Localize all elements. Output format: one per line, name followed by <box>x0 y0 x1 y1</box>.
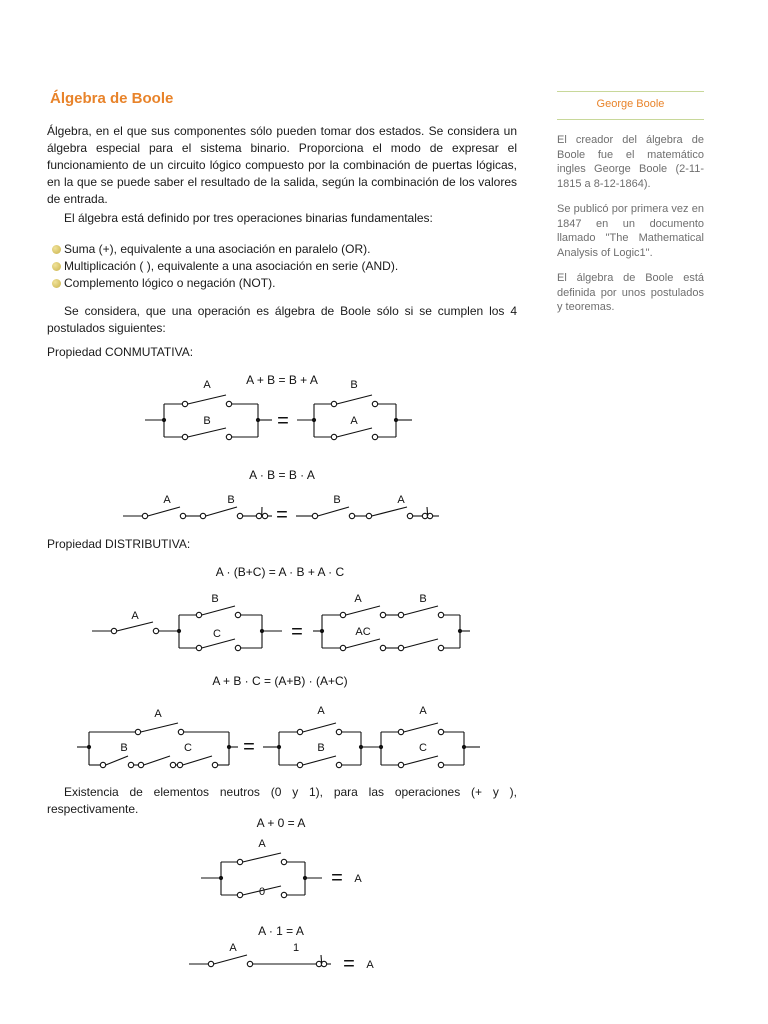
switch-terminal <box>407 513 412 518</box>
sidebar-paragraph-2: Se publicó por primera vez en 1847 en un documento llamado "The Mathematical Analysis of Logic1". <box>557 203 704 259</box>
switch-blade <box>427 507 428 516</box>
equation-distributive-2: A + B · C = (A+B) · (A+C) <box>212 674 348 688</box>
switch-terminal <box>100 762 105 767</box>
switch-terminal <box>111 628 116 633</box>
switch-terminal <box>297 762 302 767</box>
equals-sign: = <box>331 867 343 889</box>
switch-terminal <box>398 612 403 617</box>
switch-label: A <box>258 838 266 850</box>
switch-terminal <box>438 612 443 617</box>
switch-label: B <box>203 415 211 427</box>
switch-terminal <box>340 645 345 650</box>
switch-terminal <box>427 513 432 518</box>
switch-label: AC <box>355 626 371 638</box>
equals-sign: = <box>277 410 289 432</box>
switch-label: A <box>350 415 358 427</box>
list-item: Suma (+), equivalente a una asociación en paralelo (OR). <box>52 241 398 258</box>
switch-blade <box>117 622 153 631</box>
switch-blade <box>144 756 170 765</box>
switch-terminal <box>380 612 385 617</box>
switch-label: B <box>227 494 235 506</box>
switch-terminal <box>398 729 403 734</box>
switch-terminal <box>235 645 240 650</box>
operations-intro: El álgebra está definido por tres operaciones binarias fundamentales: <box>64 211 433 225</box>
switch-terminal <box>128 762 133 767</box>
switch-terminal <box>196 612 201 617</box>
switch-blade <box>303 756 336 765</box>
switch-blade <box>214 955 247 964</box>
equation-distributive-1: A · (B+C) = A · B + A · C <box>215 565 345 579</box>
switch-terminal <box>438 762 443 767</box>
switch-terminal <box>208 961 213 966</box>
switch-label: A <box>354 873 362 885</box>
switch-terminal <box>281 859 286 864</box>
page-title: Álgebra de Boole <box>50 90 174 107</box>
switch-label: A <box>354 593 362 605</box>
switch-label: A <box>397 494 405 506</box>
switch-label: A <box>366 959 374 971</box>
sidebar-top-rule <box>557 91 704 92</box>
switch-terminal <box>256 513 261 518</box>
switch-label: A <box>131 610 139 622</box>
switch-terminal <box>336 729 341 734</box>
switch-blade <box>202 639 235 648</box>
switch-terminal <box>349 513 354 518</box>
switch-terminal <box>153 628 158 633</box>
switch-terminal <box>336 762 341 767</box>
switch-label: B <box>333 494 341 506</box>
switch-label: A <box>203 379 211 391</box>
equals-sign: = <box>243 736 255 758</box>
switch-label: B <box>350 379 358 391</box>
switch-blade <box>337 395 372 404</box>
switch-terminal <box>312 513 317 518</box>
switch-terminal <box>372 434 377 439</box>
switch-terminal <box>380 645 385 650</box>
equals-sign: = <box>276 504 288 526</box>
switch-blade <box>243 853 281 862</box>
circuit-labels <box>120 373 427 975</box>
sidebar-heading: George Boole <box>596 98 665 110</box>
switch-terminal <box>438 729 443 734</box>
switch-blade <box>188 428 226 437</box>
switch-blade <box>372 507 407 516</box>
switch-terminal <box>340 612 345 617</box>
switch-terminal <box>182 401 187 406</box>
switch-terminal <box>331 434 336 439</box>
equation-neutral-sum: A + 0 = A <box>256 816 306 830</box>
switch-blade <box>303 723 336 732</box>
switch-label: A <box>419 705 427 717</box>
switch-terminal <box>438 645 443 650</box>
sidebar-paragraph-3: El álgebra de Boole está definida por unos postulados y teoremas. <box>557 272 704 313</box>
switch-blade <box>321 955 322 964</box>
switch-terminal <box>247 961 252 966</box>
switch-label: A <box>154 708 162 720</box>
switch-terminal <box>212 762 217 767</box>
list-item: Multiplicación ( ), equivalente a una asociación en serie (AND). <box>52 258 398 275</box>
commutative-label: Propiedad CONMUTATIVA: <box>47 345 194 359</box>
switch-blade <box>404 639 438 648</box>
switch-terminal <box>170 762 175 767</box>
switch-label: B <box>211 593 219 605</box>
switch-label: C <box>419 742 427 754</box>
switch-terminal <box>237 892 242 897</box>
switch-terminal <box>226 401 231 406</box>
sidebar-heading-rule <box>557 119 704 120</box>
switch-terminal <box>235 612 240 617</box>
switch-terminal <box>321 961 326 966</box>
equation-neutral-product: A · 1 = A <box>258 924 304 938</box>
switch-label: C <box>213 628 221 640</box>
switch-terminal <box>281 892 286 897</box>
switch-terminal <box>398 645 403 650</box>
equation-commutative-sum: A + B = B + A <box>246 373 318 387</box>
switch-blade <box>141 723 178 732</box>
intro-paragraph: Álgebra, en el que sus componentes sólo pueden tomar dos estados. Se considera un álgebra especial para el sistema binario. Proporciona el modo de expresar el funcionamiento de un circuito lógico compuesto por la combinación de puertas lógicas, en la que se puede saber el resultado de la salida, según la combinación de los valores de entrada. <box>47 124 517 206</box>
distributive-label: Propiedad DISTRIBUTIVA: <box>47 537 191 551</box>
switch-terminal <box>177 762 182 767</box>
switch-label: B <box>419 593 427 605</box>
switch-terminal <box>178 729 183 734</box>
switch-blade <box>346 606 380 615</box>
switch-label: 0 <box>258 886 266 898</box>
switch-terminal <box>331 401 336 406</box>
switch-terminal <box>366 513 371 518</box>
switch-blade <box>106 756 128 765</box>
switch-terminal <box>398 762 403 767</box>
sidebar-paragraph-1: El creador del álgebra de Boole fue el matemático ingles George Boole (2-11-1815 a 8-12-1864). <box>557 134 704 190</box>
switch-blade <box>404 756 438 765</box>
switch-blade <box>188 395 226 404</box>
switch-terminal <box>226 434 231 439</box>
switch-blade <box>337 428 372 437</box>
switch-blade <box>148 507 180 516</box>
switch-terminal <box>182 434 187 439</box>
neutral-paragraph: Existencia de elementos neutros (0 y 1), para las operaciones (+ y ), respectivamente. <box>47 785 517 816</box>
equation-commutative-product: A · B = B · A <box>249 468 315 482</box>
switch-blade <box>404 723 438 732</box>
switch-blade <box>318 507 349 516</box>
switch-blade <box>183 756 212 765</box>
switch-terminal <box>372 401 377 406</box>
switch-terminal <box>200 513 205 518</box>
switch-label: C <box>184 742 192 754</box>
switch-terminal <box>135 729 140 734</box>
switch-terminal <box>262 513 267 518</box>
list-item: Complemento lógico o negación (NOT). <box>52 275 398 292</box>
switch-label: 1 <box>292 942 300 954</box>
switch-blade <box>346 639 380 648</box>
switch-label: A <box>229 942 237 954</box>
switch-terminal <box>196 645 201 650</box>
switch-blade <box>202 606 235 615</box>
postulates-paragraph: Se considera, que una operación es álgebra de Boole sólo si se cumplen los 4 postulados siguientes: <box>47 304 517 335</box>
switch-terminal <box>297 729 302 734</box>
switch-terminal <box>237 513 242 518</box>
switch-label: A <box>317 705 325 717</box>
switch-label: B <box>120 742 128 754</box>
switch-label: B <box>317 742 325 754</box>
equals-sign: = <box>343 953 355 975</box>
equals-sign: = <box>291 621 303 643</box>
switch-terminal <box>237 859 242 864</box>
switch-terminal <box>142 513 147 518</box>
switch-blade <box>206 507 237 516</box>
switch-blade <box>404 606 438 615</box>
switch-terminal <box>180 513 185 518</box>
switch-terminal <box>138 762 143 767</box>
switch-label: A <box>163 494 171 506</box>
